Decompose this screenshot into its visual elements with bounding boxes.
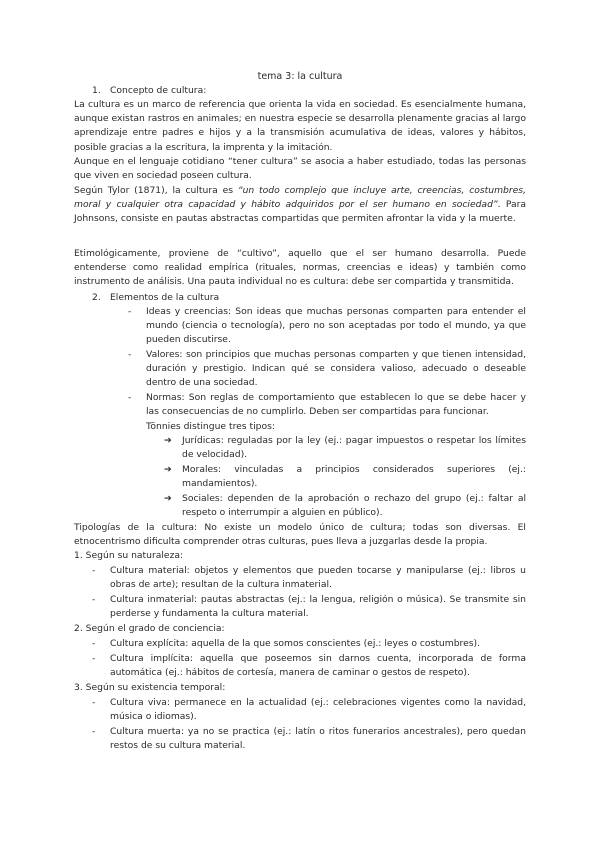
culture-material: Cultura material: objetos y elementos que pueden tocarse y manipularse (ej.: libros u obras de arte); resultan de la cultura inmaterial. (110, 565, 526, 591)
element-ideas: Ideas y creencias: Son ideas que muchas personas comparten para entender el mundo (ciencia o tecnología), pero no son aceptadas por todo el mundo, ya que pueden discutirse. (146, 306, 526, 346)
tylor-text: Según Tylor (1871), la cultura es (74, 185, 238, 196)
dash-bullet: - (92, 594, 96, 605)
dash-bullet: - (92, 653, 96, 664)
norm-type-sociales: Sociales: dependen de la aprobación o rechazo del grupo (ej.: faltar al respeto o interrumpir a alguien en público). (182, 493, 526, 519)
section-2-number: 2. (92, 292, 101, 303)
culture-explicita: Cultura explícita: aquella de la que somos conscientes (ej.: leyes o costumbres). (110, 638, 481, 649)
tylor-quote: “un todo complejo que incluye arte, creencias, costumbres, moral y cualquier otra capacidad y hábito adquiridos por el ser humano en sociedad” (74, 185, 526, 211)
typology-group-3: 3. Según su existencia temporal: (74, 682, 226, 693)
element-valores: Valores: son principios que muchas personas comparten y que tienen intensidad, duración y prestigio. Indican qué se considera valioso, adecuado o deseable dentro de una sociedad. (146, 349, 526, 389)
norm-type-juridicas: Jurídicas: reguladas por la ley (ej.: pagar impuestos o respetar los límites de velocidad). (182, 435, 526, 461)
element-normas: Normas: Son reglas de comportamiento que establecen lo que se debe hacer y las consecuencias de no cumplirlo. Deben ser compartidas para funcionar. (146, 392, 526, 418)
culture-inmaterial: Cultura inmaterial: pautas abstractas (ej.: la lengua, religión o música). Se transmite sin perderse y fundamenta la cultura material. (110, 594, 526, 620)
concept-paragraph-2: Aunque en el lenguaje cotidiano “tener cultura” se asocia a haber estudiado, todas las personas que viven en sociedad poseen cultura. (74, 156, 526, 182)
concept-paragraph-4: Etimológicamente, proviene de “cultivo”, aquello que el ser humano desarrolla. Puede entenderse como realidad empírica (rituales, normas, creencias e ideas) y también como instrumento de análisis. Una pauta individual no es cultura: debe ser compartida y transmitida. (74, 248, 526, 288)
johnsons-text: . Para Johnsons, consiste en pautas abstractas compartidas que permiten afrontar la vida y la muerte. (74, 199, 526, 225)
dash-bullet: - (92, 697, 96, 708)
culture-viva: Cultura viva: permanece en la actualidad (ej.: celebraciones vigentes como la navidad, música o idiomas). (110, 697, 526, 723)
norm-type-morales: Morales: vinculadas a principios considerados superiores (ej.: mandamientos). (182, 464, 526, 490)
dash-bullet: - (92, 638, 96, 649)
tonnies-intro: Tönnies distingue tres tipos: (146, 421, 275, 432)
concept-paragraph-3 (74, 184, 526, 227)
dash-bullet: - (128, 306, 132, 317)
culture-implicita: Cultura implícita: aquella que poseemos sin darnos cuenta, incorporada de forma automática (ej.: hábitos de cortesía, manera de caminar o gestos de respeto). (110, 653, 526, 679)
concept-paragraph-1: La cultura es un marco de referencia que orienta la vida en sociedad. Es esencialmente humana, aunque existan rastros en animales; en nuestra especie se desarrolla plenamente gracias al largo aprendizaje entre padres e hijos y a la transmisión acumulativa de ideas, valores y hábitos, posible gracias a la escritura, la imprenta y la imitación. (74, 99, 526, 153)
arrow-icon: ➔ (164, 435, 172, 446)
arrow-icon: ➔ (164, 493, 172, 504)
section-1-number: 1. (92, 85, 101, 96)
dash-bullet: - (128, 349, 132, 360)
typologies-intro: Tipologías de la cultura: No existe un modelo único de cultura; todas son diversas. El etnocentrismo dificulta comprender otras culturas, pues lleva a juzgarlas desde la propia. (74, 522, 526, 548)
arrow-icon: ➔ (164, 464, 172, 475)
typology-group-2: 2. Según el grado de conciencia: (74, 623, 225, 634)
section-1-heading: Concepto de cultura: (110, 85, 207, 96)
typology-group-1: 1. Según su naturaleza: (74, 550, 184, 561)
dash-bullet: - (92, 726, 96, 737)
dash-bullet: - (92, 565, 96, 576)
document-title: tema 3: la cultura (257, 71, 343, 82)
section-2-heading: Elementos de la cultura (110, 292, 220, 303)
culture-muerta: Cultura muerta: ya no se practica (ej.: latín o ritos funerarios ancestrales), pero quedan restos de su cultura material. (110, 726, 526, 752)
dash-bullet: - (128, 392, 132, 403)
